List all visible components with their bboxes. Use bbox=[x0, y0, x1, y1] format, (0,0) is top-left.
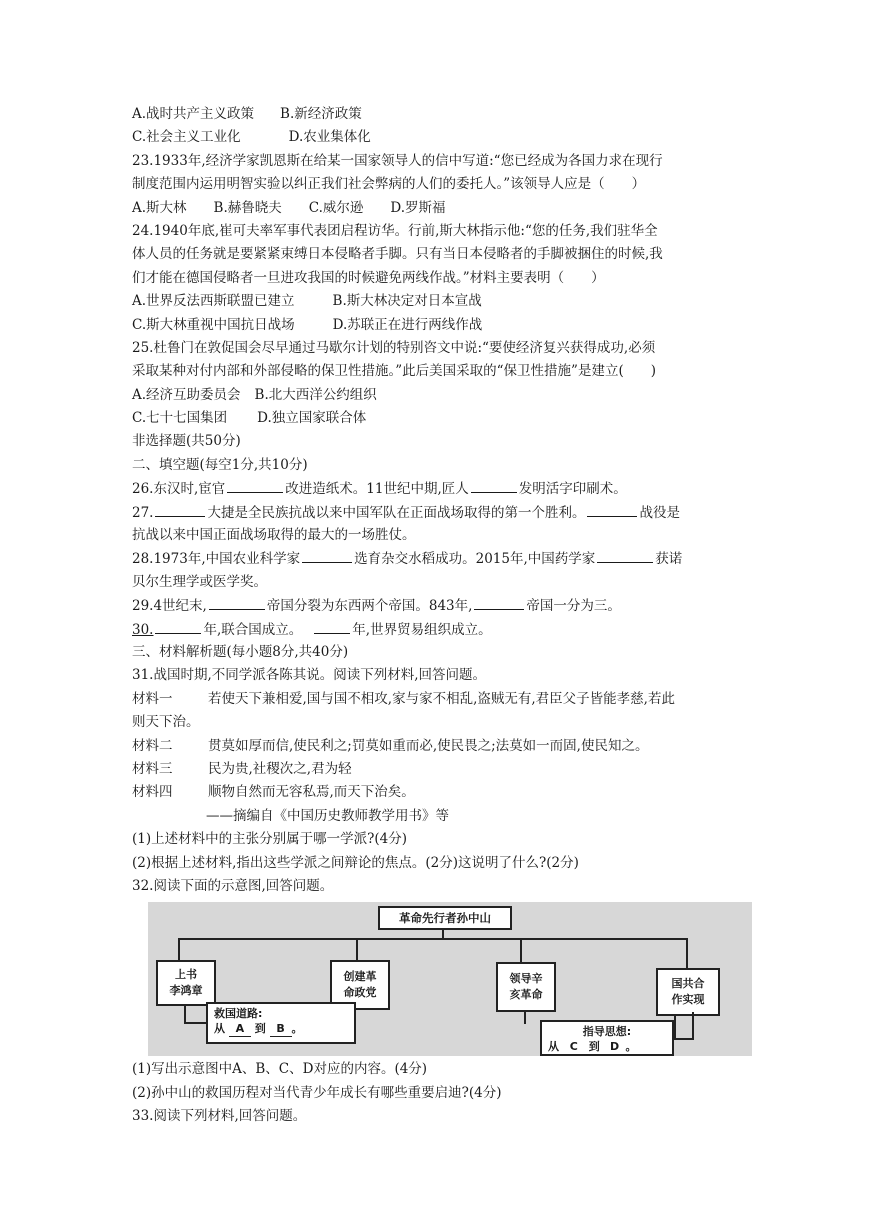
connector-line bbox=[442, 928, 444, 938]
sun-yatsen-diagram bbox=[148, 902, 752, 1056]
q31-part-2: (2)根据上述材料,指出这些学派之间辩论的焦点。(2分)这说明了什么?(2分) bbox=[132, 854, 579, 871]
q22-options-cd bbox=[132, 126, 752, 149]
q27-line-2: 抗战以来中国正面战场取得的最大的一场胜仗。 bbox=[132, 527, 416, 544]
option-b: B.新经济政策 bbox=[280, 106, 362, 122]
q32-part-1: (1)写出示意图中A、B、C、D对应的内容。(4分) bbox=[132, 1061, 428, 1078]
connector-line bbox=[686, 938, 688, 968]
diagram-title: 革命先行者孙中山 bbox=[378, 906, 512, 930]
q28-line-1: 28.1973年,中国农业科学家 选育杂交水稻成功。2015年,中国药学家 获诺 bbox=[132, 547, 752, 570]
path-box-1: 救国道路: 从 A 到 B 。 bbox=[206, 1002, 356, 1044]
q24-stem-1: 24.1940年底,崔可夫率军事代表团启程访华。行前,斯大林指示他:“您的任务,我们驻华全 bbox=[132, 222, 658, 239]
answer-blank[interactable] bbox=[227, 477, 283, 493]
material-1-cont: 则天下治。 bbox=[132, 714, 200, 731]
material-2-label: 材料二 bbox=[132, 737, 173, 754]
material-2: 材料二 贯莫如厚而信,使民利之;罚莫如重而必,使民畏之;法莫如一而固,使民知之。 bbox=[132, 735, 752, 758]
q26: 26.东汉时,宦官 改进造纸术。11世纪中期,匠人 发明活字印刷术。 bbox=[132, 477, 752, 500]
q32-stem: 32.阅读下面的示意图,回答问题。 bbox=[132, 877, 334, 894]
q22-options-ab bbox=[132, 103, 752, 126]
event-box-2: 创建革 命政党 bbox=[330, 960, 390, 1010]
event-box-1: 上书 李鸿章 bbox=[156, 960, 216, 1006]
q25-options-ab bbox=[132, 384, 752, 407]
material-1: 材料一 若使天下兼相爱,国与国不相攻,家与家不相乱,盗贼无有,君臣父子皆能孝慈,若此 bbox=[132, 688, 752, 711]
q32-part-2: (2)孙中山的救国历程对当代青少年成长有哪些重要启迪?(4分) bbox=[132, 1084, 502, 1101]
q24-stem-2: 体人员的任务就是要紧紧束缚日本侵略者手脚。只有当日本侵略者的手脚被捆住的时候,我 bbox=[132, 246, 663, 263]
blank-c[interactable]: C bbox=[563, 1039, 585, 1055]
blank-b[interactable]: B bbox=[270, 1021, 292, 1037]
connector-line bbox=[674, 1038, 694, 1040]
option-a: A.战时共产主义政策 bbox=[132, 106, 255, 122]
answer-blank[interactable] bbox=[587, 501, 637, 517]
answer-blank[interactable] bbox=[302, 547, 352, 563]
connector-line bbox=[524, 1010, 526, 1024]
connector-line bbox=[520, 938, 522, 962]
blank-a[interactable]: A bbox=[229, 1021, 251, 1037]
q31-part-1: (1)上述材料中的主张分别属于哪一学派?(4分) bbox=[132, 831, 407, 848]
option-c: C.社会主义工业化 bbox=[132, 129, 241, 146]
answer-blank[interactable] bbox=[209, 594, 265, 610]
material-3-label: 材料三 bbox=[132, 760, 173, 777]
material-1-label: 材料一 bbox=[132, 690, 173, 707]
connector-line bbox=[674, 1014, 676, 1040]
material-source: ——摘编自《中国历史教师教学用书》等 bbox=[206, 807, 449, 824]
connector-line bbox=[178, 938, 180, 960]
q25-stem-1: 25.杜鲁门在敦促国会尽早通过马歇尔计划的特别咨文中说:“要使经济复兴获得成功,必须 bbox=[132, 339, 656, 356]
section-3-heading: 三、材料解析题(每小题8分,共40分) bbox=[132, 643, 349, 660]
event-box-4: 国共合 作实现 bbox=[656, 968, 720, 1016]
material-3: 材料三 民为贵,社稷次之,君为轻 bbox=[132, 758, 752, 781]
q23-stem-1: 23.1933年,经济学家凯恩斯在给某一国家领导人的信中写道:“您已经成为各国力求在现行 bbox=[132, 152, 663, 169]
connector-line bbox=[184, 1022, 206, 1024]
option-d: D.独立国家联合体 bbox=[257, 410, 367, 427]
q24-options-cd bbox=[132, 314, 752, 337]
q25-options-cd bbox=[132, 407, 752, 430]
answer-blank[interactable] bbox=[474, 594, 524, 610]
connector-line bbox=[356, 938, 358, 960]
option-d: D.苏联正在进行两线作战 bbox=[332, 316, 483, 333]
answer-blank[interactable] bbox=[155, 501, 205, 517]
q23-stem-2: 制度范围内运用明智实验以纠正我们社会弊病的人们的委托人。”该领导人应是（ ） bbox=[132, 176, 646, 193]
blank-d[interactable]: D bbox=[604, 1039, 626, 1055]
option-a: A.世界反法西斯联盟已建立 bbox=[132, 293, 295, 310]
answer-blank[interactable] bbox=[314, 618, 350, 634]
q28-line-2: 贝尔生理学或医学奖。 bbox=[132, 573, 267, 590]
answer-blank[interactable] bbox=[155, 618, 201, 634]
option-a: A.经济互助委员会 bbox=[132, 386, 241, 403]
q24-options-ab bbox=[132, 290, 752, 313]
path-box-2: 指导思想: 从 C 到 D 。 bbox=[540, 1020, 674, 1056]
section-2-heading: 二、填空题(每空1分,共10分) bbox=[132, 456, 308, 473]
material-4-label: 材料四 bbox=[132, 784, 173, 801]
answer-blank[interactable] bbox=[597, 547, 653, 563]
q27-line-1: 27. 大捷是全民族抗战以来中国军队在正面战场取得的第一个胜利。 战役是 bbox=[132, 501, 752, 524]
option-c: C.七十七国集团 bbox=[132, 410, 228, 427]
q30: 30. 年,联合国成立。 年,世界贸易组织成立。 bbox=[132, 618, 752, 641]
q29: 29.4世纪末, 帝国分裂为东西两个帝国。843年, 帝国一分为三。 bbox=[132, 594, 752, 617]
q33-stem: 33.阅读下列材料,回答问题。 bbox=[132, 1108, 307, 1125]
q24-stem-3: 们才能在德国侵略者一旦进攻我国的时候避免两线作战。”材料主要表明（ ） bbox=[132, 269, 605, 286]
exam-page bbox=[132, 103, 752, 1128]
non-choice-heading: 非选择题(共50分) bbox=[132, 433, 241, 450]
material-4: 材料四 顺物自然而无容私焉,而天下治矣。 bbox=[132, 781, 752, 804]
option-b: B.北大西洋公约组织 bbox=[254, 386, 377, 403]
q25-stem-2: 采取某种对付内部和外部侵略的保卫性措施。”此后美国采取的“保卫性措施”是建立( ) bbox=[132, 363, 656, 380]
q31-stem: 31.战国时期,不同学派各陈其说。阅读下列材料,回答问题。 bbox=[132, 667, 487, 684]
connector-line bbox=[692, 1012, 694, 1040]
option-b: B.斯大林决定对日本宣战 bbox=[332, 293, 482, 310]
answer-blank[interactable] bbox=[471, 477, 517, 493]
connector-line bbox=[184, 1004, 186, 1024]
q23-options: A.斯大林 B.赫鲁晓夫 C.威尔逊 D.罗斯福 bbox=[132, 199, 446, 216]
option-c: C.斯大林重视中国抗日战场 bbox=[132, 316, 295, 333]
event-box-3: 领导辛 亥革命 bbox=[496, 962, 556, 1012]
connector-line bbox=[178, 938, 688, 940]
option-d: D.农业集体化 bbox=[288, 129, 371, 146]
